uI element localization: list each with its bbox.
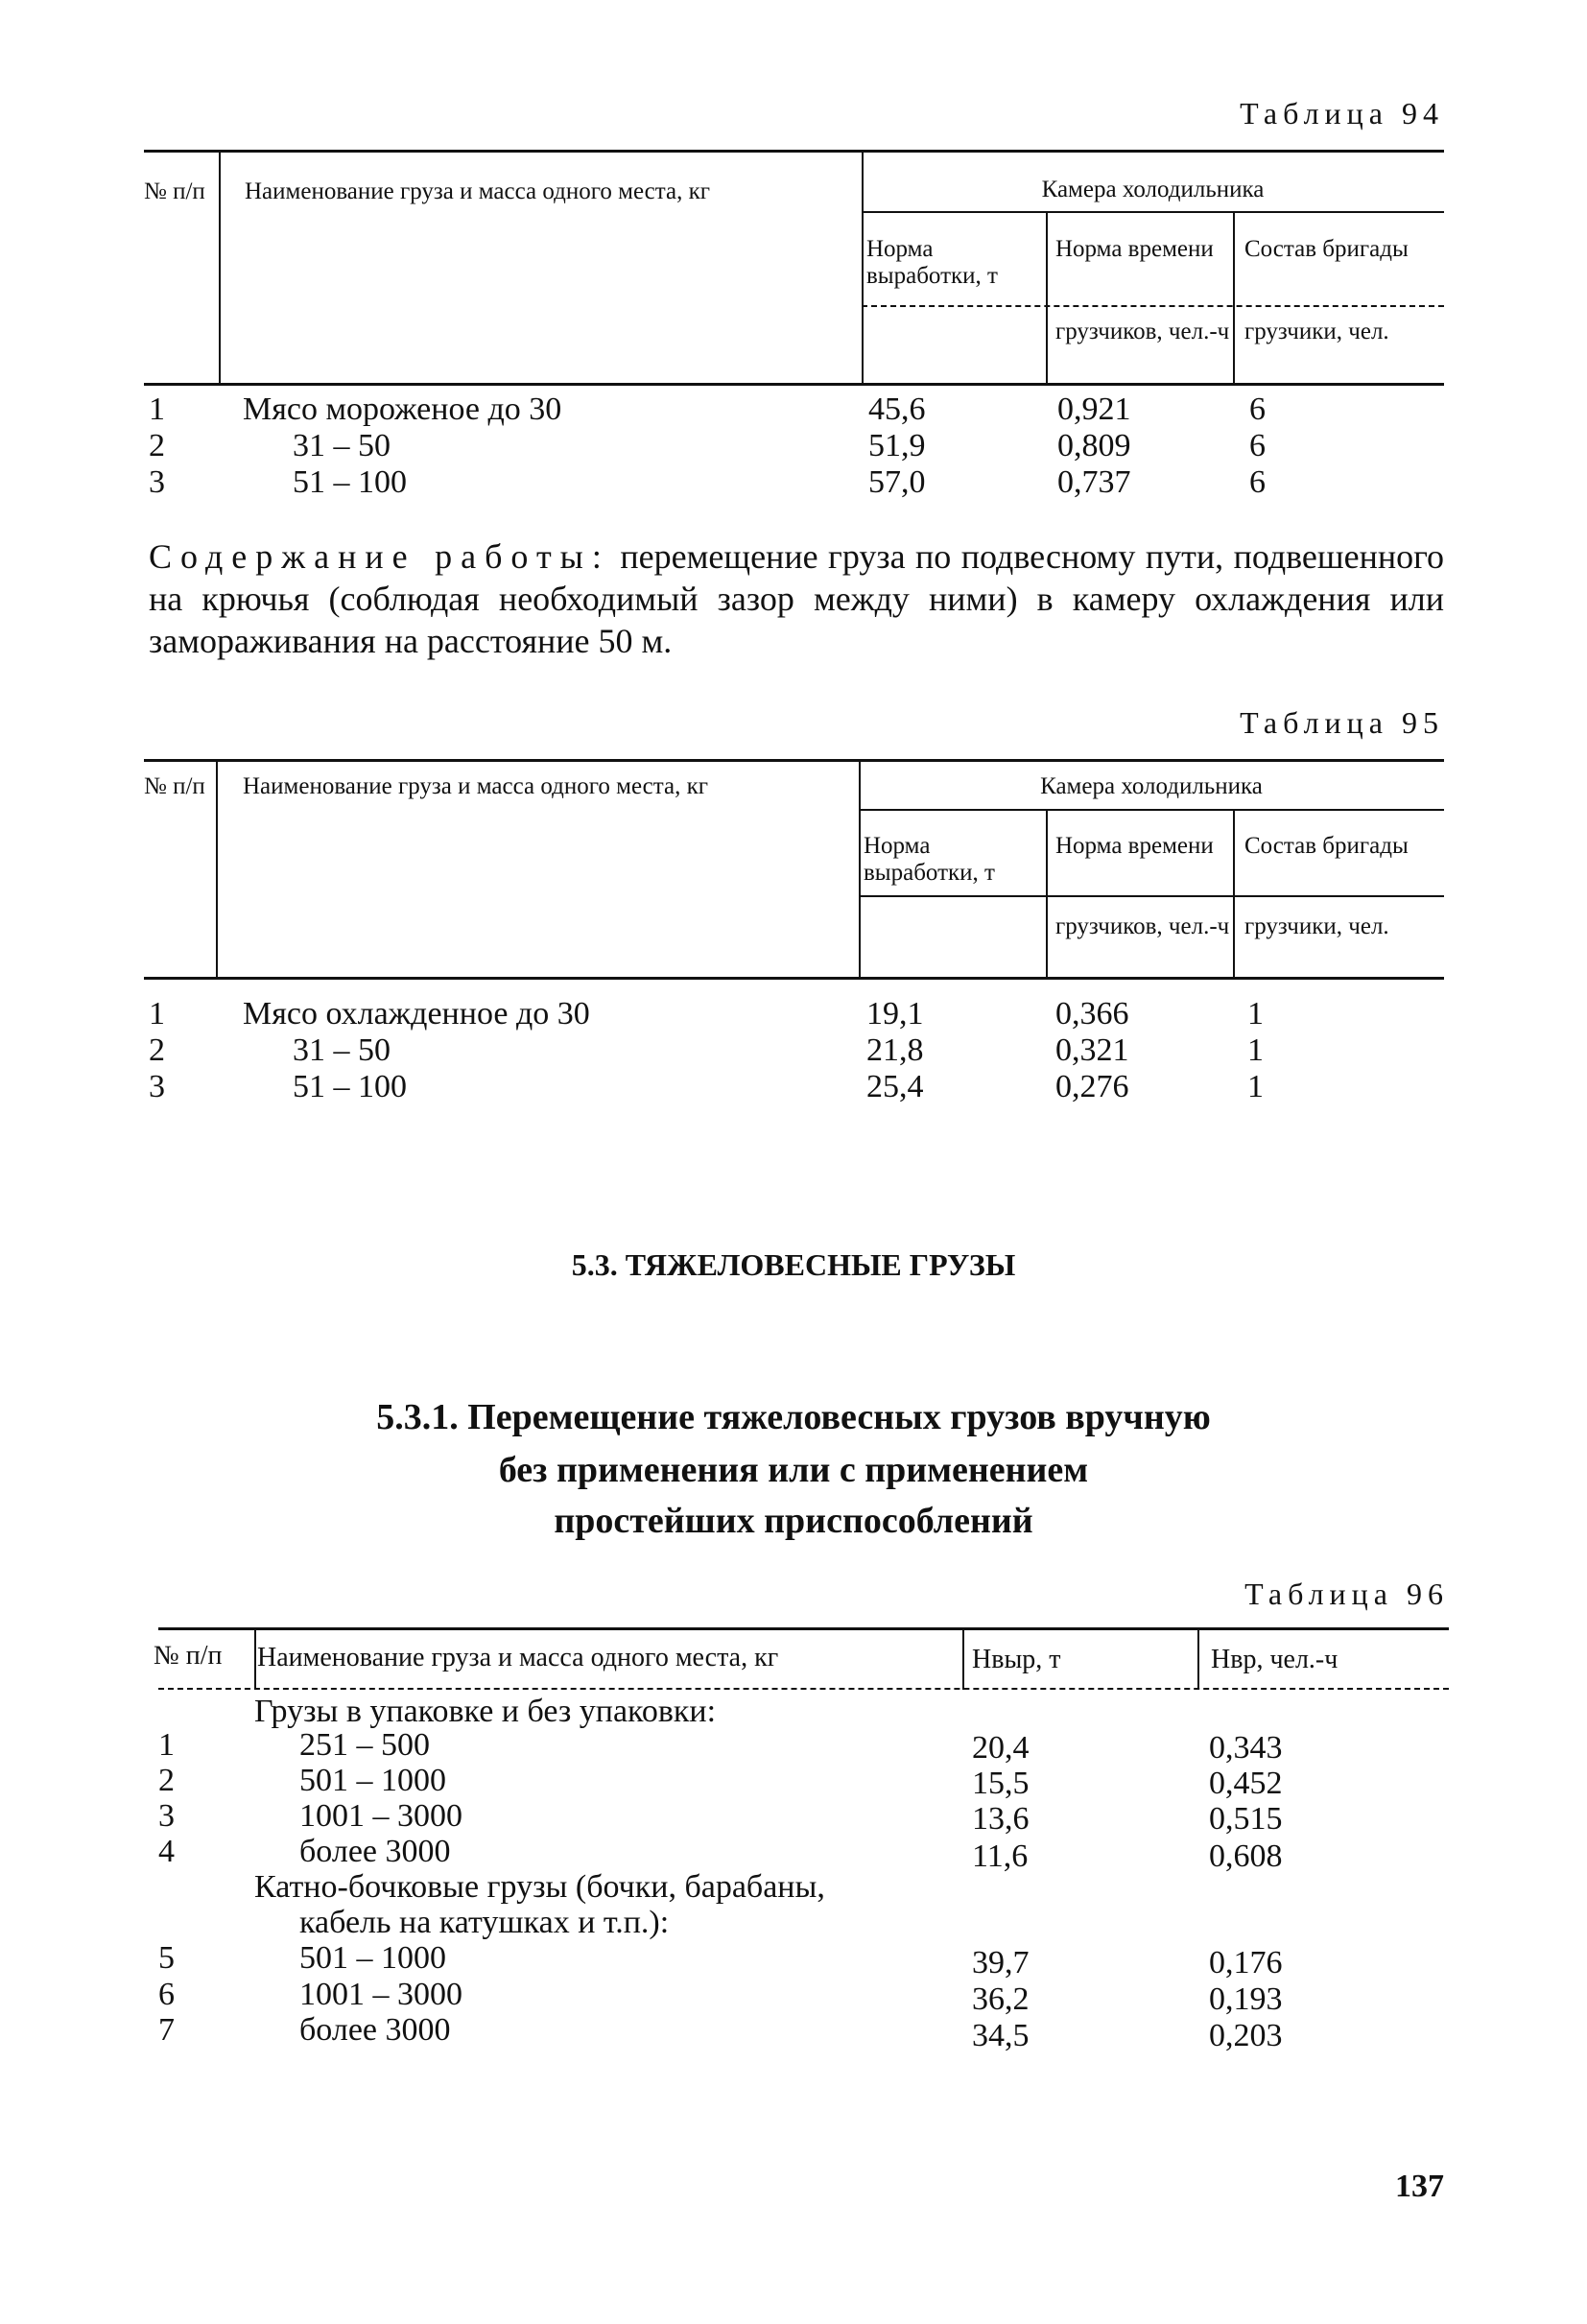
work-content-paragraph	[149, 535, 1444, 662]
section-title: 5.3. ТЯЖЕЛОВЕСНЫЕ ГРУЗЫ	[571, 1247, 1016, 1282]
table-95-header-group: Камера холодильника	[1040, 773, 1263, 799]
row-number: 7	[158, 2012, 175, 2048]
crew-size: 6	[1249, 464, 1266, 500]
cargo-name: 31 – 50	[293, 428, 391, 463]
row-number: 2	[158, 1763, 175, 1798]
norm-time: 0,452	[1209, 1766, 1283, 1801]
table-95-header-num: № п/п	[144, 773, 205, 799]
norm-time: 0,737	[1057, 464, 1131, 500]
crew-size: 1	[1247, 996, 1264, 1032]
table-95-header-sostav: Состав бригады	[1244, 833, 1409, 859]
cargo-name: более 3000	[299, 1834, 451, 1869]
crew-size: 1	[1247, 1032, 1264, 1068]
norm-output: 21,8	[866, 1032, 924, 1068]
cargo-name: 51 – 100	[293, 464, 407, 500]
norm-time: 0,366	[1055, 996, 1129, 1032]
table-94-header-num: № п/п	[144, 178, 205, 204]
table-95-header-name: Наименование груза и масса одного места, кг	[243, 773, 708, 799]
norm-output: 19,1	[866, 996, 924, 1032]
table-95-label: Таблица 95	[1240, 705, 1444, 740]
row-number: 2	[149, 1032, 165, 1068]
row-number: 2	[149, 428, 165, 463]
row-number: 3	[149, 1069, 165, 1104]
table-96-header-num: № п/п	[154, 1641, 223, 1671]
cargo-name: Мясо мороженое до 30	[243, 391, 562, 427]
norm-output: 45,6	[868, 391, 926, 427]
norm-time: 0,343	[1209, 1730, 1283, 1766]
table-94-header-norm-vr: Норма времени	[1055, 236, 1214, 262]
subsection-title-line-3: простейших приспособлений	[554, 1501, 1033, 1541]
paragraph-lead: Содержание работы:	[149, 537, 610, 576]
table-94-header-group: Камера холодильника	[1041, 177, 1265, 202]
table-96-header-name: Наименование груза и масса одного места, кг	[257, 1643, 779, 1672]
norm-output: 15,5	[972, 1766, 1030, 1801]
table-95-header-norm-vr: Норма времени	[1055, 833, 1214, 859]
table-96-header-vyr: Нвыр, т	[972, 1645, 1061, 1674]
row-number: 1	[149, 391, 165, 427]
row-number: 4	[158, 1834, 175, 1869]
crew-size: 6	[1249, 428, 1266, 463]
cargo-name: 251 – 500	[299, 1727, 430, 1763]
group-heading-continued: кабель на катушках и т.п.):	[299, 1905, 670, 1940]
table-94-header-sostav: Состав бригады	[1244, 236, 1409, 262]
row-number: 5	[158, 1940, 175, 1976]
table-94-header-name: Наименование груза и масса одного места, кг	[245, 178, 710, 204]
subsection-title-line-1: 5.3.1. Перемещение тяжеловесных грузов вручную	[376, 1397, 1211, 1437]
table-94-header-norm-vyr: Норма выработки, т	[866, 236, 998, 289]
norm-output: 39,7	[972, 1945, 1030, 1980]
page-number: 137	[1395, 2169, 1444, 2204]
table-94-header-gruz-sost: грузчики, чел.	[1244, 319, 1389, 344]
norm-time: 0,809	[1057, 428, 1131, 463]
norm-output: 11,6	[972, 1838, 1029, 1874]
cargo-name: 1001 – 3000	[299, 1977, 462, 2012]
cargo-name: 501 – 1000	[299, 1940, 446, 1976]
table-95-header-gruz-vr: грузчиков, чел.-ч	[1055, 913, 1230, 939]
paragraph-text: перемещение груза по подвесному пути, подвешенного на крючья (соблюдая необходимый зазор между ними) в камеру охлаждения или замораживания на расстояние 50 м.	[149, 537, 1445, 660]
cargo-name: Мясо охлажденное до 30	[243, 996, 590, 1032]
cargo-name: 31 – 50	[293, 1032, 391, 1068]
row-number: 1	[158, 1727, 175, 1763]
cargo-name: более 3000	[299, 2012, 451, 2048]
norm-output: 25,4	[866, 1069, 924, 1104]
table-94-label: Таблица 94	[1240, 96, 1444, 130]
crew-size: 6	[1249, 391, 1266, 427]
table-95-header-norm-vyr: Норма выработки, т	[864, 833, 995, 886]
norm-output: 20,4	[972, 1730, 1030, 1766]
norm-time: 0,921	[1057, 391, 1131, 427]
norm-time: 0,515	[1209, 1801, 1283, 1837]
norm-output: 51,9	[868, 428, 926, 463]
row-number: 1	[149, 996, 165, 1032]
row-number: 6	[158, 1977, 175, 2012]
norm-time: 0,203	[1209, 2018, 1283, 2053]
subsection-title-line-2: без применения или с применением	[498, 1450, 1089, 1490]
norm-time: 0,276	[1055, 1069, 1129, 1104]
group-heading: Катно-бочковые грузы (бочки, барабаны,	[254, 1869, 825, 1905]
table-94-header-gruz-vr: грузчиков, чел.-ч	[1055, 319, 1230, 344]
table-95-header-gruz-sost: грузчики, чел.	[1244, 913, 1389, 939]
cargo-name: 501 – 1000	[299, 1763, 446, 1798]
norm-output: 34,5	[972, 2018, 1030, 2053]
norm-output: 57,0	[868, 464, 926, 500]
cargo-name: 1001 – 3000	[299, 1798, 462, 1834]
norm-output: 36,2	[972, 1981, 1030, 2017]
row-number: 3	[149, 464, 165, 500]
table-96-label: Таблица 96	[1244, 1577, 1449, 1611]
group-heading: Грузы в упаковке и без упаковки:	[254, 1694, 717, 1729]
norm-time: 0,321	[1055, 1032, 1129, 1068]
row-number: 3	[158, 1798, 175, 1834]
norm-time: 0,193	[1209, 1981, 1283, 2017]
cargo-name: 51 – 100	[293, 1069, 407, 1104]
norm-time: 0,176	[1209, 1945, 1283, 1980]
table-96-header-vr: Нвр, чел.-ч	[1211, 1645, 1338, 1674]
norm-time: 0,608	[1209, 1838, 1283, 1874]
crew-size: 1	[1247, 1069, 1264, 1104]
norm-output: 13,6	[972, 1801, 1030, 1837]
